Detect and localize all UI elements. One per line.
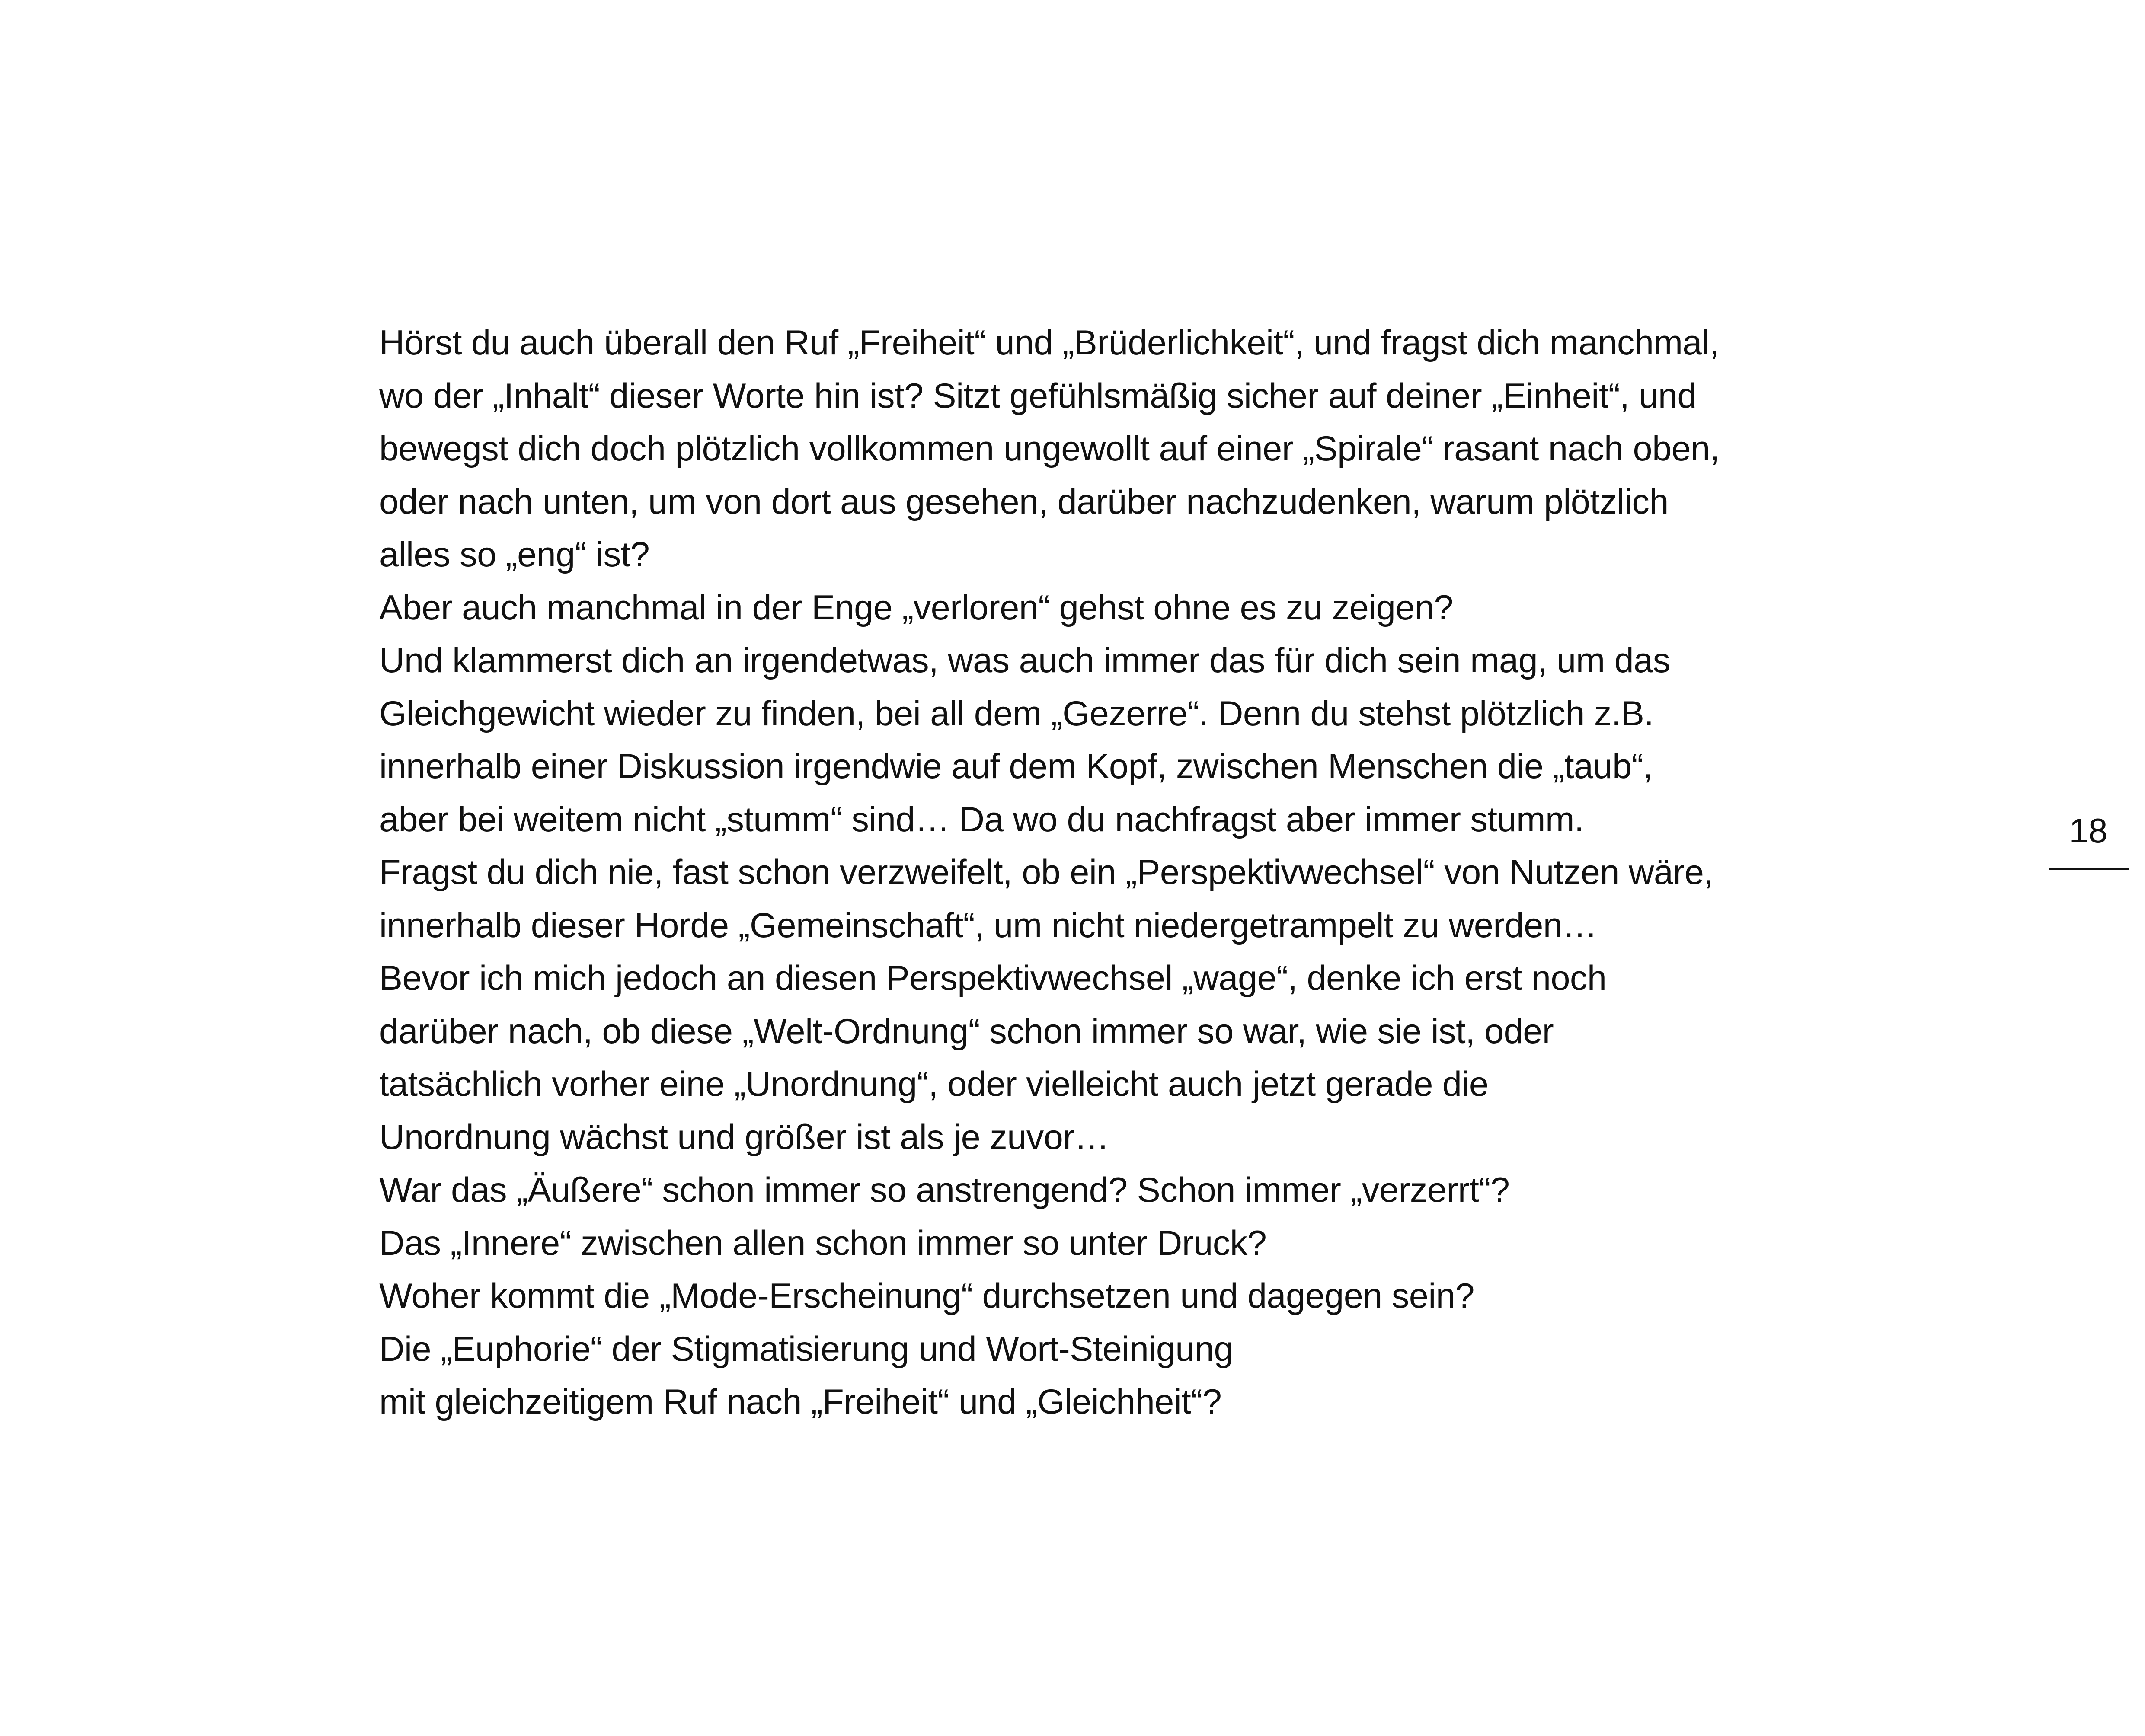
text-line-10: aber bei weitem nicht „stumm“ sind… Da wo du nachfragst aber immer stumm.	[379, 800, 1584, 839]
text-line-13: Bevor ich mich jedoch an diesen Perspektivwechsel „wage“, denke ich erst noch	[379, 959, 1607, 998]
text-line-3: bewegst dich doch plötzlich vollkommen ungewollt auf einer „Spirale“ rasant nach oben,	[379, 429, 1720, 468]
text-line-4: oder nach unten, um von dort aus gesehen, darüber nachzudenken, warum plötzlich	[379, 482, 1669, 521]
text-line-7: Und klammerst dich an irgendetwas, was auch immer das für dich sein mag, um das	[379, 641, 1670, 680]
text-line-12: innerhalb dieser Horde „Gemeinschaft“, um nicht niedergetrampelt zu werden…	[379, 906, 1597, 945]
text-line-15: tatsächlich vorher eine „Unordnung“, oder vielleicht auch jetzt gerade die	[379, 1065, 1489, 1104]
text-line-20: Die „Euphorie“ der Stigmatisierung und Wort-Steinigung	[379, 1329, 1234, 1369]
text-line-17: War das „Äußere“ schon immer so anstrengend? Schon immer „verzerrt“?	[379, 1171, 1510, 1209]
text-line-21: mit gleichzeitigem Ruf nach „Freiheit“ und „Gleichheit“?	[379, 1382, 1222, 1421]
text-line-5: alles so „eng“ ist?	[379, 535, 650, 574]
text-line-19: Woher kommt die „Mode-Erscheinung“ durchsetzen und dagegen sein?	[379, 1276, 1474, 1315]
text-line-9: innerhalb einer Diskussion irgendwie auf dem Kopf, zwischen Menschen die „taub“,	[379, 747, 1653, 786]
text-line-6: Aber auch manchmal in der Enge „verloren“ gehst ohne es zu zeigen?	[379, 588, 1453, 627]
text-line-2: wo der „Inhalt“ dieser Worte hin ist? Sitzt gefühlsmäßig sicher auf deiner „Einheit“, und	[379, 376, 1697, 415]
text-line-14: darüber nach, ob diese „Welt-Ordnung“ schon immer so war, wie sie ist, oder	[379, 1012, 1554, 1051]
text-line-1: Hörst du auch überall den Ruf „Freiheit“ und „Brüderlichkeit“, und fragst dich manchmal,	[379, 323, 1719, 362]
page-number: 18	[2069, 811, 2108, 850]
page-number-rule	[2049, 868, 2129, 870]
text-line-11: Fragst du dich nie, fast schon verzweifelt, ob ein „Perspektivwechsel“ von Nutzen wäre,	[379, 853, 1713, 892]
body-text	[379, 316, 1979, 1429]
text-line-8: Gleichgewicht wieder zu finden, bei all dem „Gezerre“. Denn du stehst plötzlich z.B.	[379, 694, 1654, 733]
text-line-16: Unordnung wächst und größer ist als je zuvor…	[379, 1117, 1109, 1157]
text-line-18: Das „Innere“ zwischen allen schon immer so unter Druck?	[379, 1223, 1267, 1263]
